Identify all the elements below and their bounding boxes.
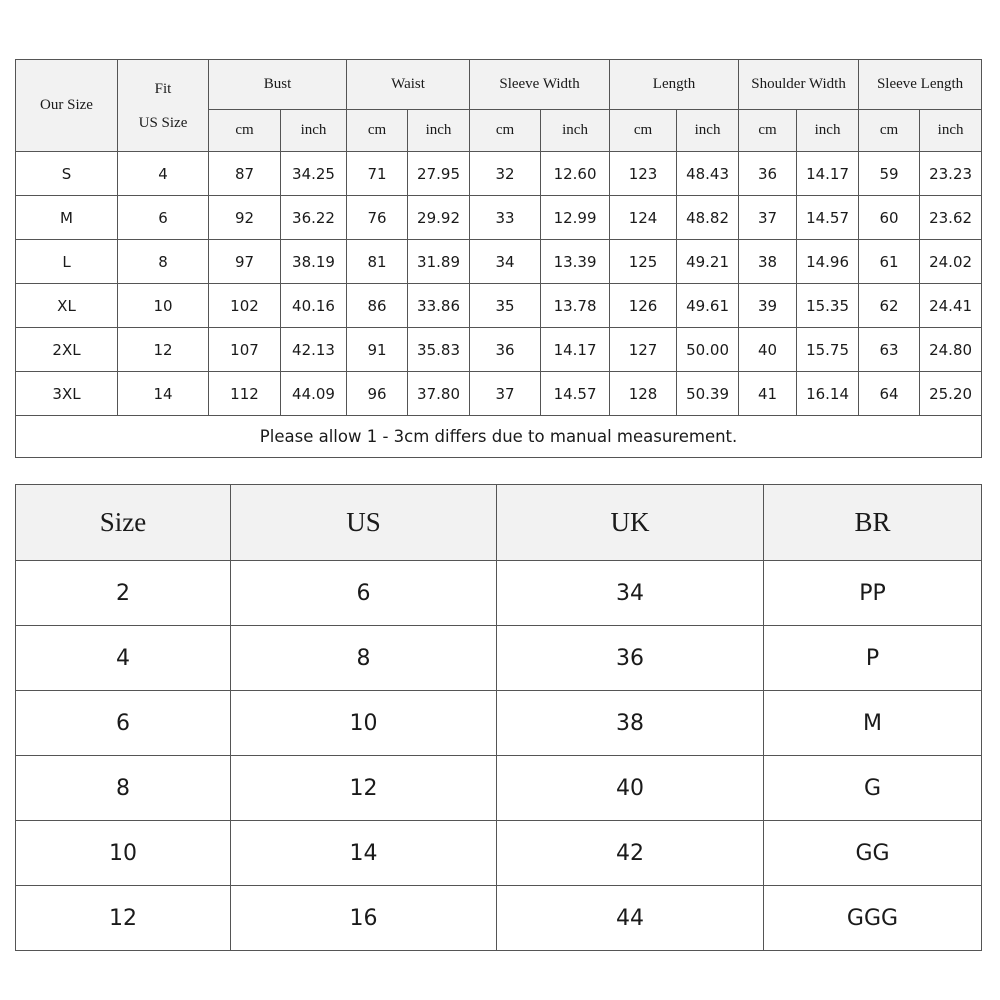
us-cell: 16 <box>231 886 497 951</box>
measurement-cell: 49.61 <box>677 284 739 328</box>
size-chart-note-row <box>16 416 982 458</box>
measurement-cell: 97 <box>209 240 281 284</box>
us-cell: 12 <box>231 756 497 821</box>
uk-cell: 40 <box>497 756 764 821</box>
measurement-cell: 49.21 <box>677 240 739 284</box>
measurement-cell: 14.17 <box>797 152 859 196</box>
size-cell: 3XL <box>16 372 118 416</box>
measurement-cell: 38 <box>739 240 797 284</box>
fit-header-line2: US Size <box>138 114 188 131</box>
size-cell: 2XL <box>16 328 118 372</box>
br-cell: P <box>764 626 982 691</box>
measurement-cell: 59 <box>859 152 920 196</box>
size-cell: S <box>16 152 118 196</box>
conversion-row <box>16 886 982 951</box>
measurement-cell: 125 <box>610 240 677 284</box>
size-cell: L <box>16 240 118 284</box>
measurement-cell: 48.43 <box>677 152 739 196</box>
unit-cm-header: cm <box>859 110 920 152</box>
measurement-cell: 31.89 <box>408 240 470 284</box>
unit-inch-header: inch <box>541 110 610 152</box>
measurement-cell: 23.62 <box>920 196 982 240</box>
unit-cm-header: cm <box>347 110 408 152</box>
measurement-cell: 35 <box>470 284 541 328</box>
measurement-cell: 76 <box>347 196 408 240</box>
us-column-header: US <box>231 485 497 561</box>
br-cell: GGG <box>764 886 982 951</box>
unit-cm-header: cm <box>739 110 797 152</box>
measurement-cell: 102 <box>209 284 281 328</box>
measurement-cell: 96 <box>347 372 408 416</box>
measurement-cell: 86 <box>347 284 408 328</box>
measurement-cell: 60 <box>859 196 920 240</box>
measurement-cell: 25.20 <box>920 372 982 416</box>
size-cell: 2 <box>16 561 231 626</box>
measurement-cell: 42.13 <box>281 328 347 372</box>
measurement-cell: 32 <box>470 152 541 196</box>
unit-cm-header: cm <box>610 110 677 152</box>
measurement-cell: 37 <box>739 196 797 240</box>
uk-cell: 44 <box>497 886 764 951</box>
us-size-cell: 4 <box>118 152 209 196</box>
sleeve-length-header: Sleeve Length <box>859 60 982 110</box>
measurement-cell: 92 <box>209 196 281 240</box>
measurement-cell: 36 <box>739 152 797 196</box>
unit-cm-header: cm <box>470 110 541 152</box>
measurement-cell: 40 <box>739 328 797 372</box>
measurement-cell: 37 <box>470 372 541 416</box>
uk-cell: 42 <box>497 821 764 886</box>
unit-inch-header: inch <box>920 110 982 152</box>
measurement-cell: 12.60 <box>541 152 610 196</box>
measurement-note: Please allow 1 - 3cm differs due to manual measurement. <box>16 416 982 458</box>
measurement-cell: 37.80 <box>408 372 470 416</box>
us-size-cell: 12 <box>118 328 209 372</box>
size-cell: 6 <box>16 691 231 756</box>
us-size-cell: 10 <box>118 284 209 328</box>
measurement-cell: 39 <box>739 284 797 328</box>
measurement-cell: 71 <box>347 152 408 196</box>
conversion-row <box>16 626 982 691</box>
size-cell: M <box>16 196 118 240</box>
conversion-chart-body <box>16 561 982 951</box>
br-cell: G <box>764 756 982 821</box>
measurement-cell: 50.39 <box>677 372 739 416</box>
us-cell: 8 <box>231 626 497 691</box>
measurement-cell: 12.99 <box>541 196 610 240</box>
conversion-row <box>16 821 982 886</box>
size-row <box>16 372 982 416</box>
size-column-header: Size <box>16 485 231 561</box>
uk-cell: 38 <box>497 691 764 756</box>
us-cell: 10 <box>231 691 497 756</box>
unit-cm-header: cm <box>209 110 281 152</box>
unit-inch-header: inch <box>408 110 470 152</box>
measurement-cell: 14.57 <box>797 196 859 240</box>
conversion-row <box>16 561 982 626</box>
size-cell: 4 <box>16 626 231 691</box>
measurement-cell: 33 <box>470 196 541 240</box>
measurement-cell: 64 <box>859 372 920 416</box>
measurement-cell: 81 <box>347 240 408 284</box>
measurement-cell: 16.14 <box>797 372 859 416</box>
measurement-cell: 15.35 <box>797 284 859 328</box>
measurement-cell: 13.78 <box>541 284 610 328</box>
uk-cell: 34 <box>497 561 764 626</box>
measurement-cell: 62 <box>859 284 920 328</box>
size-row <box>16 196 982 240</box>
uk-cell: 36 <box>497 626 764 691</box>
conversion-header-row <box>16 485 982 561</box>
shoulder-width-header: Shoulder Width <box>739 60 859 110</box>
measurement-cell: 15.75 <box>797 328 859 372</box>
measurement-cell: 14.57 <box>541 372 610 416</box>
measurement-cell: 33.86 <box>408 284 470 328</box>
us-cell: 14 <box>231 821 497 886</box>
measurement-cell: 124 <box>610 196 677 240</box>
measurement-cell: 63 <box>859 328 920 372</box>
measurement-cell: 36.22 <box>281 196 347 240</box>
size-cell: 12 <box>16 886 231 951</box>
measurement-cell: 24.80 <box>920 328 982 372</box>
us-cell: 6 <box>231 561 497 626</box>
measurement-cell: 91 <box>347 328 408 372</box>
us-size-cell: 6 <box>118 196 209 240</box>
size-cell: XL <box>16 284 118 328</box>
measurement-cell: 41 <box>739 372 797 416</box>
fit-header-line1: Fit <box>154 80 172 97</box>
measurement-cell: 23.23 <box>920 152 982 196</box>
br-column-header: BR <box>764 485 982 561</box>
measurement-cell: 40.16 <box>281 284 347 328</box>
length-header: Length <box>610 60 739 110</box>
measurement-cell: 126 <box>610 284 677 328</box>
measurement-cell: 36 <box>470 328 541 372</box>
measurement-cell: 50.00 <box>677 328 739 372</box>
br-cell: PP <box>764 561 982 626</box>
br-cell: GG <box>764 821 982 886</box>
size-conversion-table <box>15 484 982 951</box>
measurement-cell: 14.17 <box>541 328 610 372</box>
size-chart-table <box>15 59 982 458</box>
measurement-cell: 24.41 <box>920 284 982 328</box>
sleeve-width-header: Sleeve Width <box>470 60 610 110</box>
waist-header: Waist <box>347 60 470 110</box>
uk-column-header: UK <box>497 485 764 561</box>
conversion-row <box>16 691 982 756</box>
measurement-cell: 29.92 <box>408 196 470 240</box>
conversion-row <box>16 756 982 821</box>
measurement-cell: 38.19 <box>281 240 347 284</box>
us-size-cell: 8 <box>118 240 209 284</box>
measurement-cell: 107 <box>209 328 281 372</box>
unit-inch-header: inch <box>281 110 347 152</box>
measurement-cell: 34.25 <box>281 152 347 196</box>
measurement-cell: 27.95 <box>408 152 470 196</box>
size-row <box>16 152 982 196</box>
measurement-cell: 34 <box>470 240 541 284</box>
size-row <box>16 328 982 372</box>
size-chart-body <box>16 152 982 416</box>
measurement-cell: 127 <box>610 328 677 372</box>
measurement-cell: 14.96 <box>797 240 859 284</box>
measurement-cell: 123 <box>610 152 677 196</box>
bust-header: Bust <box>209 60 347 110</box>
measurement-cell: 112 <box>209 372 281 416</box>
measurement-cell: 35.83 <box>408 328 470 372</box>
measurement-cell: 13.39 <box>541 240 610 284</box>
measurement-cell: 87 <box>209 152 281 196</box>
measurement-cell: 24.02 <box>920 240 982 284</box>
unit-inch-header: inch <box>797 110 859 152</box>
size-cell: 10 <box>16 821 231 886</box>
our-size-header: Our Size <box>16 60 118 152</box>
us-size-cell: 14 <box>118 372 209 416</box>
unit-inch-header: inch <box>677 110 739 152</box>
measurement-cell: 44.09 <box>281 372 347 416</box>
measurement-cell: 48.82 <box>677 196 739 240</box>
br-cell: M <box>764 691 982 756</box>
fit-us-size-header <box>118 60 209 152</box>
measurement-cell: 128 <box>610 372 677 416</box>
measurement-cell: 61 <box>859 240 920 284</box>
size-row <box>16 240 982 284</box>
size-chart-header-row <box>16 60 982 110</box>
size-row <box>16 284 982 328</box>
size-cell: 8 <box>16 756 231 821</box>
